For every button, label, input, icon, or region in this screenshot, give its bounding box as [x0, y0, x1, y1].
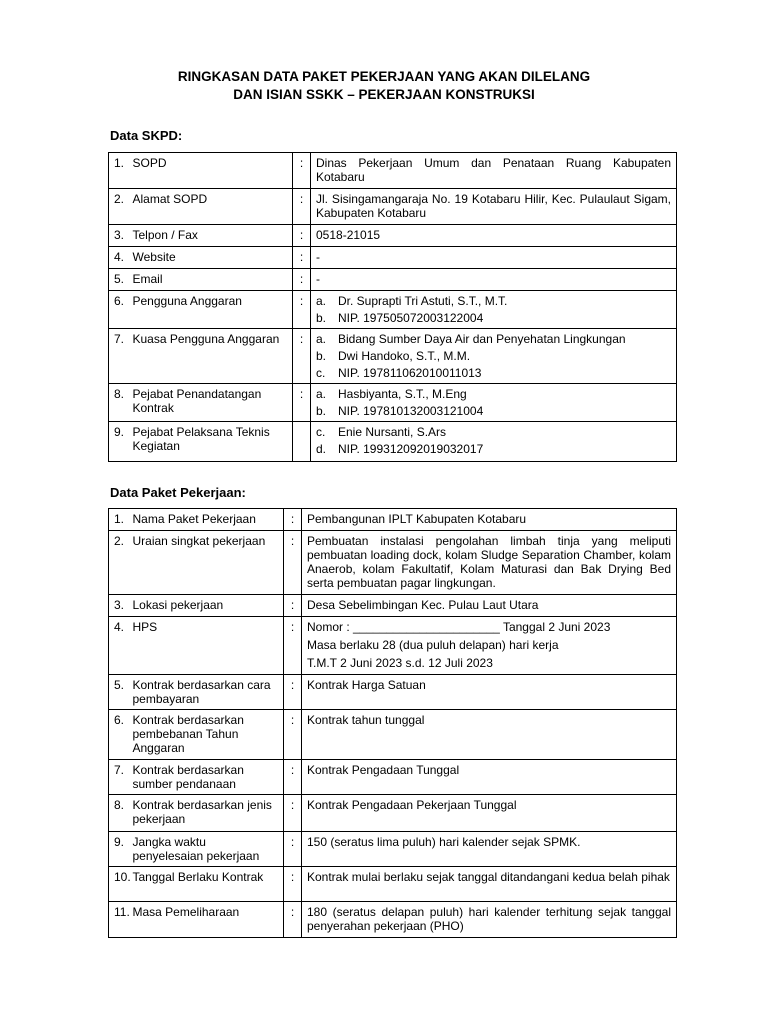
- row-label: Alamat SOPD: [131, 189, 293, 225]
- row-number: 3.: [109, 595, 131, 617]
- sub-item-key: b.: [316, 404, 327, 418]
- section-heading-skpd: Data SKPD:: [110, 128, 183, 143]
- row-number: 2.: [109, 531, 131, 595]
- row-value: [311, 422, 677, 462]
- row-value: 0518-21015: [311, 225, 677, 247]
- sub-item-key: a.: [316, 387, 327, 401]
- row-value: [311, 329, 677, 384]
- row-label: Tanggal Berlaku Kontrak: [131, 867, 284, 902]
- row-value: Pembuatan instalasi pengolahan limbah tinja yang meliputi pembuatan loading dock, kolam Sludge Separation Chamber, kolam Anaerob, kolam Fakultatif, Kolam Maturasi dan Bak Drying Bed serta pembuatan pagar lingkungan.: [302, 531, 677, 595]
- sub-item-value: NIP. 199312092019032017: [338, 442, 484, 456]
- row-label: Pejabat Penandatangan Kontrak: [131, 384, 293, 422]
- sub-item-key: a.: [316, 332, 327, 346]
- table-row: [109, 291, 677, 329]
- value-line: Nomor : ______________________ Tanggal 2 Juni 2023: [307, 620, 611, 634]
- table-row: [109, 189, 677, 225]
- row-label: Kontrak berdasarkan sumber pendanaan: [131, 760, 284, 795]
- row-number: 2.: [109, 189, 131, 225]
- sub-item: [316, 387, 671, 401]
- table-row: [109, 902, 677, 938]
- row-number: 1.: [109, 153, 131, 189]
- row-number: 4.: [109, 617, 131, 675]
- row-label: Jangka waktu penyelesaian pekerjaan: [131, 832, 284, 867]
- row-colon: :: [293, 384, 311, 422]
- skpd-table: [108, 152, 677, 462]
- row-number: 6.: [109, 291, 131, 329]
- sub-item: [316, 425, 671, 439]
- row-colon: :: [284, 832, 302, 867]
- sub-item-value: NIP. 197505072003122004: [338, 311, 484, 325]
- row-colon: [293, 422, 311, 462]
- row-value: -: [311, 247, 677, 269]
- sub-item-key: a.: [316, 294, 327, 308]
- row-value: Jl. Sisingamangaraja No. 19 Kotabaru Hilir, Kec. Pulaulaut Sigam, Kabupaten Kotabaru: [311, 189, 677, 225]
- row-value: -: [311, 269, 677, 291]
- row-value: Desa Sebelimbingan Kec. Pulau Laut Utara: [302, 595, 677, 617]
- table-row: [109, 675, 677, 710]
- row-label: HPS: [131, 617, 284, 675]
- row-value: Kontrak Pengadaan Tunggal: [302, 760, 677, 795]
- row-value: 150 (seratus lima puluh) hari kalender sejak SPMK.: [302, 832, 677, 867]
- table-row: [109, 832, 677, 867]
- row-number: 5.: [109, 675, 131, 710]
- row-number: 8.: [109, 384, 131, 422]
- row-number: 10.: [109, 867, 131, 902]
- row-label: SOPD: [131, 153, 293, 189]
- row-colon: :: [284, 617, 302, 675]
- sub-item-value: NIP. 197810132003121004: [338, 404, 484, 418]
- sub-item-value: NIP. 197811062010011013: [338, 366, 482, 380]
- row-colon: :: [284, 675, 302, 710]
- row-number: 1.: [109, 509, 131, 531]
- sub-item-key: b.: [316, 349, 327, 363]
- sub-item: [316, 442, 671, 456]
- sub-item-value: Enie Nursanti, S.Ars: [338, 425, 447, 439]
- section-heading-paket: Data Paket Pekerjaan:: [110, 485, 246, 500]
- row-label: Kontrak berdasarkan cara pembayaran: [131, 675, 284, 710]
- sub-item-key: b.: [316, 311, 327, 325]
- table-row: [109, 595, 677, 617]
- row-label: Website: [131, 247, 293, 269]
- sub-item: [316, 366, 671, 380]
- row-label: Kuasa Pengguna Anggaran: [131, 329, 293, 384]
- value-line: Masa berlaku 28 (dua puluh delapan) hari kerja: [307, 638, 559, 652]
- row-number: 11.: [109, 902, 131, 938]
- row-colon: :: [284, 531, 302, 595]
- row-colon: :: [293, 329, 311, 384]
- row-number: 9.: [109, 422, 131, 462]
- sub-item-value: Dr. Suprapti Tri Astuti, S.T., M.T.: [338, 294, 508, 308]
- row-colon: :: [293, 225, 311, 247]
- row-value: Kontrak Pengadaan Pekerjaan Tunggal: [302, 795, 677, 832]
- sub-item-key: c.: [316, 425, 326, 439]
- row-colon: :: [293, 189, 311, 225]
- table-row: [109, 509, 677, 531]
- row-colon: :: [284, 795, 302, 832]
- table-row: [109, 710, 677, 760]
- table-row: [109, 269, 677, 291]
- row-colon: :: [293, 247, 311, 269]
- sub-item: [316, 349, 671, 363]
- row-colon: :: [293, 291, 311, 329]
- table-row: [109, 531, 677, 595]
- row-colon: :: [284, 902, 302, 938]
- sub-item-value: Bidang Sumber Daya Air dan Penyehatan Lingkungan: [338, 332, 626, 346]
- sub-item-value: Dwi Handoko, S.T., M.M.: [338, 349, 471, 363]
- table-row: [109, 247, 677, 269]
- row-number: 6.: [109, 710, 131, 760]
- table-row: [109, 225, 677, 247]
- row-label: Nama Paket Pekerjaan: [131, 509, 284, 531]
- row-label: Email: [131, 269, 293, 291]
- table-row: [109, 617, 677, 675]
- row-value: [311, 291, 677, 329]
- value-line: T.M.T 2 Juni 2023 s.d. 12 Juli 2023: [307, 656, 493, 670]
- row-colon: :: [284, 509, 302, 531]
- row-colon: :: [284, 867, 302, 902]
- row-number: 9.: [109, 832, 131, 867]
- sub-item: [316, 332, 671, 346]
- table-row: [109, 795, 677, 832]
- document-title-line-1: RINGKASAN DATA PAKET PEKERJAAN YANG AKAN DILELANG: [177, 69, 591, 84]
- table-row: [109, 329, 677, 384]
- row-colon: :: [284, 595, 302, 617]
- row-label: Lokasi pekerjaan: [131, 595, 284, 617]
- table-row: [109, 760, 677, 795]
- row-number: 8.: [109, 795, 131, 832]
- row-label: Kontrak berdasarkan jenis pekerjaan: [131, 795, 284, 832]
- row-label: Telpon / Fax: [131, 225, 293, 247]
- row-value: Dinas Pekerjaan Umum dan Penataan Ruang Kabupaten Kotabaru: [311, 153, 677, 189]
- row-colon: :: [293, 153, 311, 189]
- table-row: [109, 867, 677, 902]
- row-number: 7.: [109, 760, 131, 795]
- table-row: [109, 384, 677, 422]
- row-colon: :: [293, 269, 311, 291]
- row-value: 180 (seratus delapan puluh) hari kalender terhitung sejak tanggal penyerahan pekerjaan (PHO): [302, 902, 677, 938]
- row-label: Pengguna Anggaran: [131, 291, 293, 329]
- row-number: 7.: [109, 329, 131, 384]
- table-row: [109, 153, 677, 189]
- row-value: Kontrak Harga Satuan: [302, 675, 677, 710]
- row-value: [302, 617, 677, 675]
- sub-item: [316, 404, 671, 418]
- row-value: [311, 384, 677, 422]
- row-label: Pejabat Pelaksana Teknis Kegiatan: [131, 422, 293, 462]
- row-label: Masa Pemeliharaan: [131, 902, 284, 938]
- paket-table: [108, 508, 677, 938]
- row-colon: :: [284, 710, 302, 760]
- row-value: Pembangunan IPLT Kabupaten Kotabaru: [302, 509, 677, 531]
- row-label: Kontrak berdasarkan pembebanan Tahun Anggaran: [131, 710, 284, 760]
- sub-item-key: c.: [316, 366, 326, 380]
- sub-item: [316, 311, 671, 325]
- row-label: Uraian singkat pekerjaan: [131, 531, 284, 595]
- row-number: 3.: [109, 225, 131, 247]
- document-title-line-2: DAN ISIAN SSKK – PEKERJAAN KONSTRUKSI: [233, 87, 535, 102]
- row-number: 5.: [109, 269, 131, 291]
- sub-item-key: d.: [316, 442, 327, 456]
- sub-item: [316, 294, 671, 308]
- row-value: Kontrak tahun tunggal: [302, 710, 677, 760]
- row-colon: :: [284, 760, 302, 795]
- table-row: [109, 422, 677, 462]
- sub-item-value: Hasbiyanta, S.T., M.Eng: [338, 387, 467, 401]
- row-number: 4.: [109, 247, 131, 269]
- row-value: Kontrak mulai berlaku sejak tanggal ditandangani kedua belah pihak: [302, 867, 677, 902]
